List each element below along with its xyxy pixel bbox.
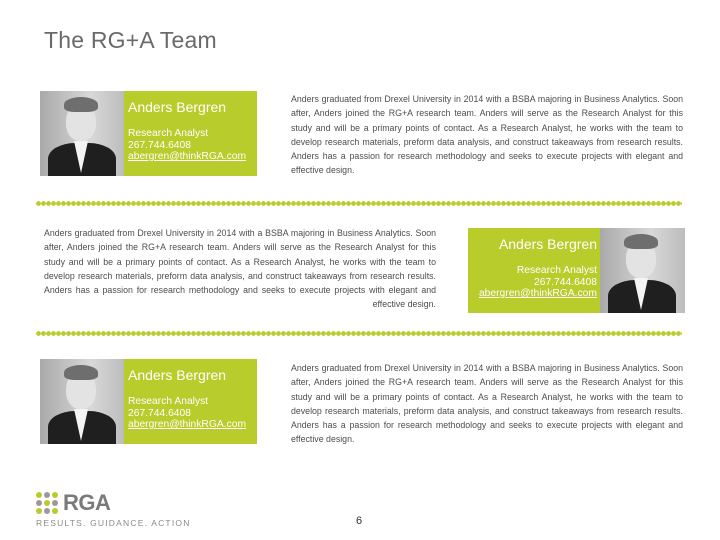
profile-email-link[interactable]: abergren@thinkRGA.com	[128, 151, 247, 162]
profile-card-2	[468, 228, 688, 313]
profile-role: Research Analyst	[516, 265, 597, 276]
profile-name: Anders Bergren	[498, 236, 597, 252]
profile-card-3	[40, 359, 260, 444]
profile-phone: 267.744.6408	[128, 139, 191, 151]
profile-phone: 267.744.6408	[128, 407, 191, 419]
profile-bio: Anders graduated from Drexel University in 2014 with a BSBA majoring in Business Analytics. Soon after, Anders joined the RG+A research team. Anders will serve as the Research Analyst for this study and will be a primary points of contact. As a Research Analyst, he works with the team to develop research materials, preform data analysis, and construct takeaways from research results. Anders has a passion for research methodology and seeks to execute projects with elegant and effective design.	[291, 363, 683, 445]
profile-photo	[600, 228, 685, 313]
slide-title: The RG+A Team	[44, 27, 217, 53]
profile-email-link[interactable]: abergren@thinkRGA.com	[128, 419, 247, 430]
profile-card-1	[40, 91, 260, 176]
profile-info-panel	[124, 359, 257, 444]
profile-photo	[40, 91, 125, 176]
profile-name: Anders Bergren	[128, 99, 227, 115]
profile-bio: Anders graduated from Drexel University in 2014 with a BSBA majoring in Business Analytics. Soon after, Anders joined the RG+A research team. Anders will serve as the Research Analyst for this study and will be a primary points of contact. As a Research Analyst, he works with the team to develop research materials, preform data analysis, and construct takeaways from research results. Anders has a passion for research methodology and seeks to execute projects with elegant and effective design.	[291, 94, 683, 176]
logo-wordmark: RGA	[63, 490, 111, 515]
dotted-divider	[36, 201, 682, 209]
profile-photo	[40, 359, 125, 444]
profile-info-panel	[468, 228, 601, 313]
profile-name: Anders Bergren	[128, 367, 227, 383]
profile-info-panel	[124, 91, 257, 176]
page-number: 6	[356, 515, 363, 527]
profile-email-link[interactable]: abergren@thinkRGA.com	[478, 288, 597, 299]
logo-tagline: RESULTS. GUIDANCE. ACTION	[36, 518, 191, 528]
logo-dots-icon	[36, 492, 60, 516]
rga-logo	[36, 490, 191, 530]
profile-bio: Anders graduated from Drexel University in 2014 with a BSBA majoring in Business Analytics. Soon after, Anders joined the RG+A research team. Anders will serve as the Research Analyst for this study and will be a primary points of contact. As a Research Analyst, he works with the team to develop research materials, preform data analysis, and construct takeaways from research results. Anders has a passion for research methodology and seeks to execute projects with elegant and effective design.	[44, 228, 436, 310]
profile-role: Research Analyst	[128, 128, 209, 139]
dotted-divider	[36, 331, 682, 339]
profile-phone: 267.744.6408	[534, 276, 597, 288]
profile-role: Research Analyst	[128, 396, 209, 407]
